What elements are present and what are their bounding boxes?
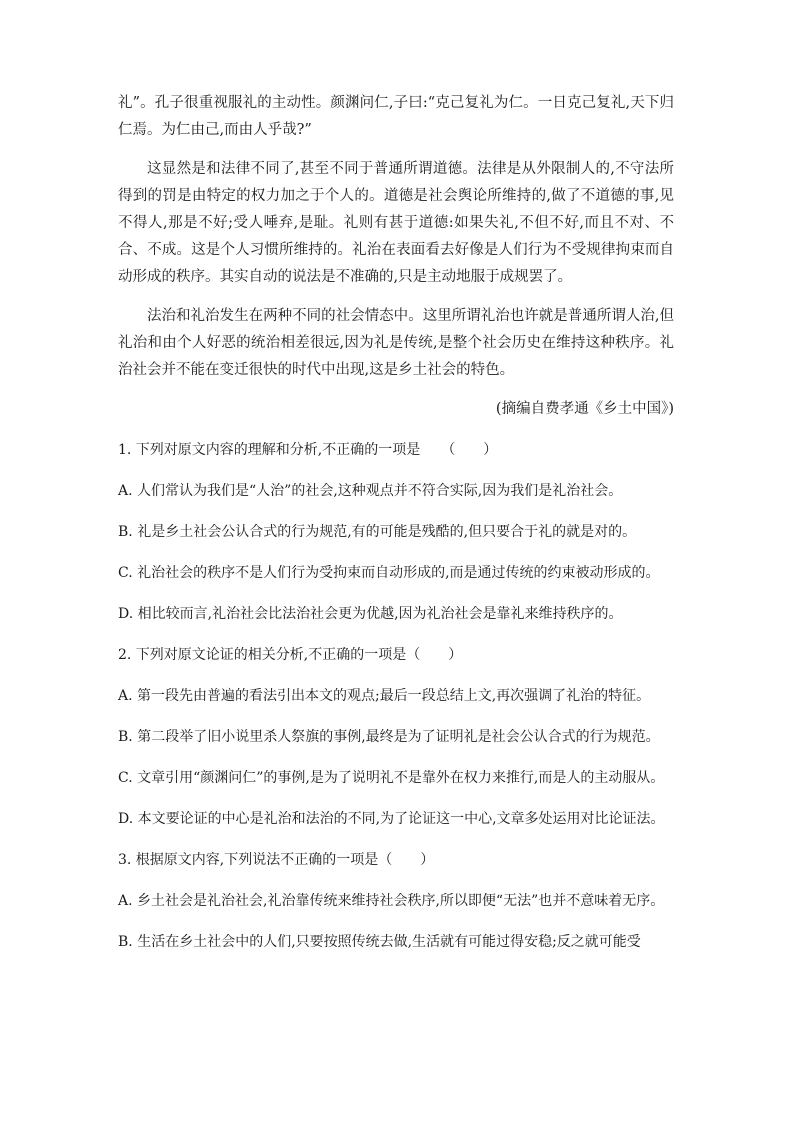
question-2 bbox=[118, 642, 674, 832]
question-2-option-d: D. 本文要论证的中心是礼治和法治的不同,为了论证这一中心,文章多处运用对比论证法。 bbox=[118, 811, 665, 827]
question-2-option-c: C. 文章引用“颜渊问仁”的事例,是为了说明礼不是靠外在权力来推行,而是人的主动服从。 bbox=[118, 770, 665, 786]
document-page bbox=[118, 90, 674, 970]
question-2-option-a: A. 第一段先由普遍的看法引出本文的观点;最后一段总结上文,再次强调了礼治的特征。 bbox=[118, 688, 651, 704]
question-1 bbox=[118, 437, 674, 627]
question-1-option-d: D. 相比较而言,礼治社会比法治社会更为优越,因为礼治社会是靠礼来维持秩序的。 bbox=[118, 606, 623, 622]
question-2-stem: 2. 下列对原文论证的相关分析,不正确的一项是（ ） bbox=[118, 647, 463, 663]
question-3-option-b: B. 生活在乡土社会中的人们,只要按照传统去做,生活就有可能过得安稳;反之就可能受 bbox=[118, 934, 641, 950]
passage-paragraph-1: 礼”。孔子很重视服礼的主动性。颜渊问仁,子曰:“克己复礼为仁。一日克己复礼,天下归仁焉。为仁由己,而由人乎哉?” bbox=[118, 95, 674, 138]
question-1-option-c: C. 礼治社会的秩序不是人们行为受拘束而自动形成的,而是通过传统的约束被动形成的。 bbox=[118, 565, 660, 581]
question-1-stem: 1. 下列对原文内容的理解和分析,不正确的一项是 （ ） bbox=[118, 442, 498, 458]
question-3-option-a: A. 乡土社会是礼治社会,礼治靠传统来维持社会秩序,所以即便“无法”也并不意味着无序。 bbox=[118, 893, 665, 909]
question-1-option-a: A. 人们常认为我们是“人治”的社会,这种观点并不符合实际,因为我们是礼治社会。 bbox=[118, 483, 623, 499]
passage-paragraph-2: 这显然是和法律不同了,甚至不同于普通所谓道德。法律是从外限制人的,不守法所得到的罚是由特定的权力加之于个人的。道德是社会舆论所维持的,做了不道德的事,见不得人,那是不好;受人唾弃,是耻。礼则有甚于道德:如果失礼,不但不好,而且不对、不合、不成。这是个人习惯所维持的。礼治在表面看去好像是人们行为不受规律拘束而自动形成的秩序。其实自动的说法是不准确的,只是主动地服于成规罢了。 bbox=[118, 161, 674, 285]
question-2-option-b: B. 第二段举了旧小说里杀人祭旗的事例,最终是为了证明礼是社会公认合式的行为规范。 bbox=[118, 729, 660, 745]
question-1-option-b: B. 礼是乡土社会公认合式的行为规范,有的可能是残酷的,但只要合于礼的就是对的。 bbox=[118, 524, 637, 540]
passage-source: (摘编自费孝通《乡土中国》) bbox=[495, 401, 674, 417]
question-3 bbox=[118, 847, 674, 955]
passage-paragraph-3: 法治和礼治发生在两种不同的社会情态中。这里所谓礼治也许就是普通所谓人治,但礼治和由个人好恶的统治相差很远,因为礼是传统,是整个社会历史在维持这种秩序。礼治社会并不能在变迁很快的时代中出现,这是乡土社会的特色。 bbox=[118, 308, 674, 378]
question-3-stem: 3. 根据原文内容,下列说法不正确的一项是（ ） bbox=[118, 852, 435, 868]
